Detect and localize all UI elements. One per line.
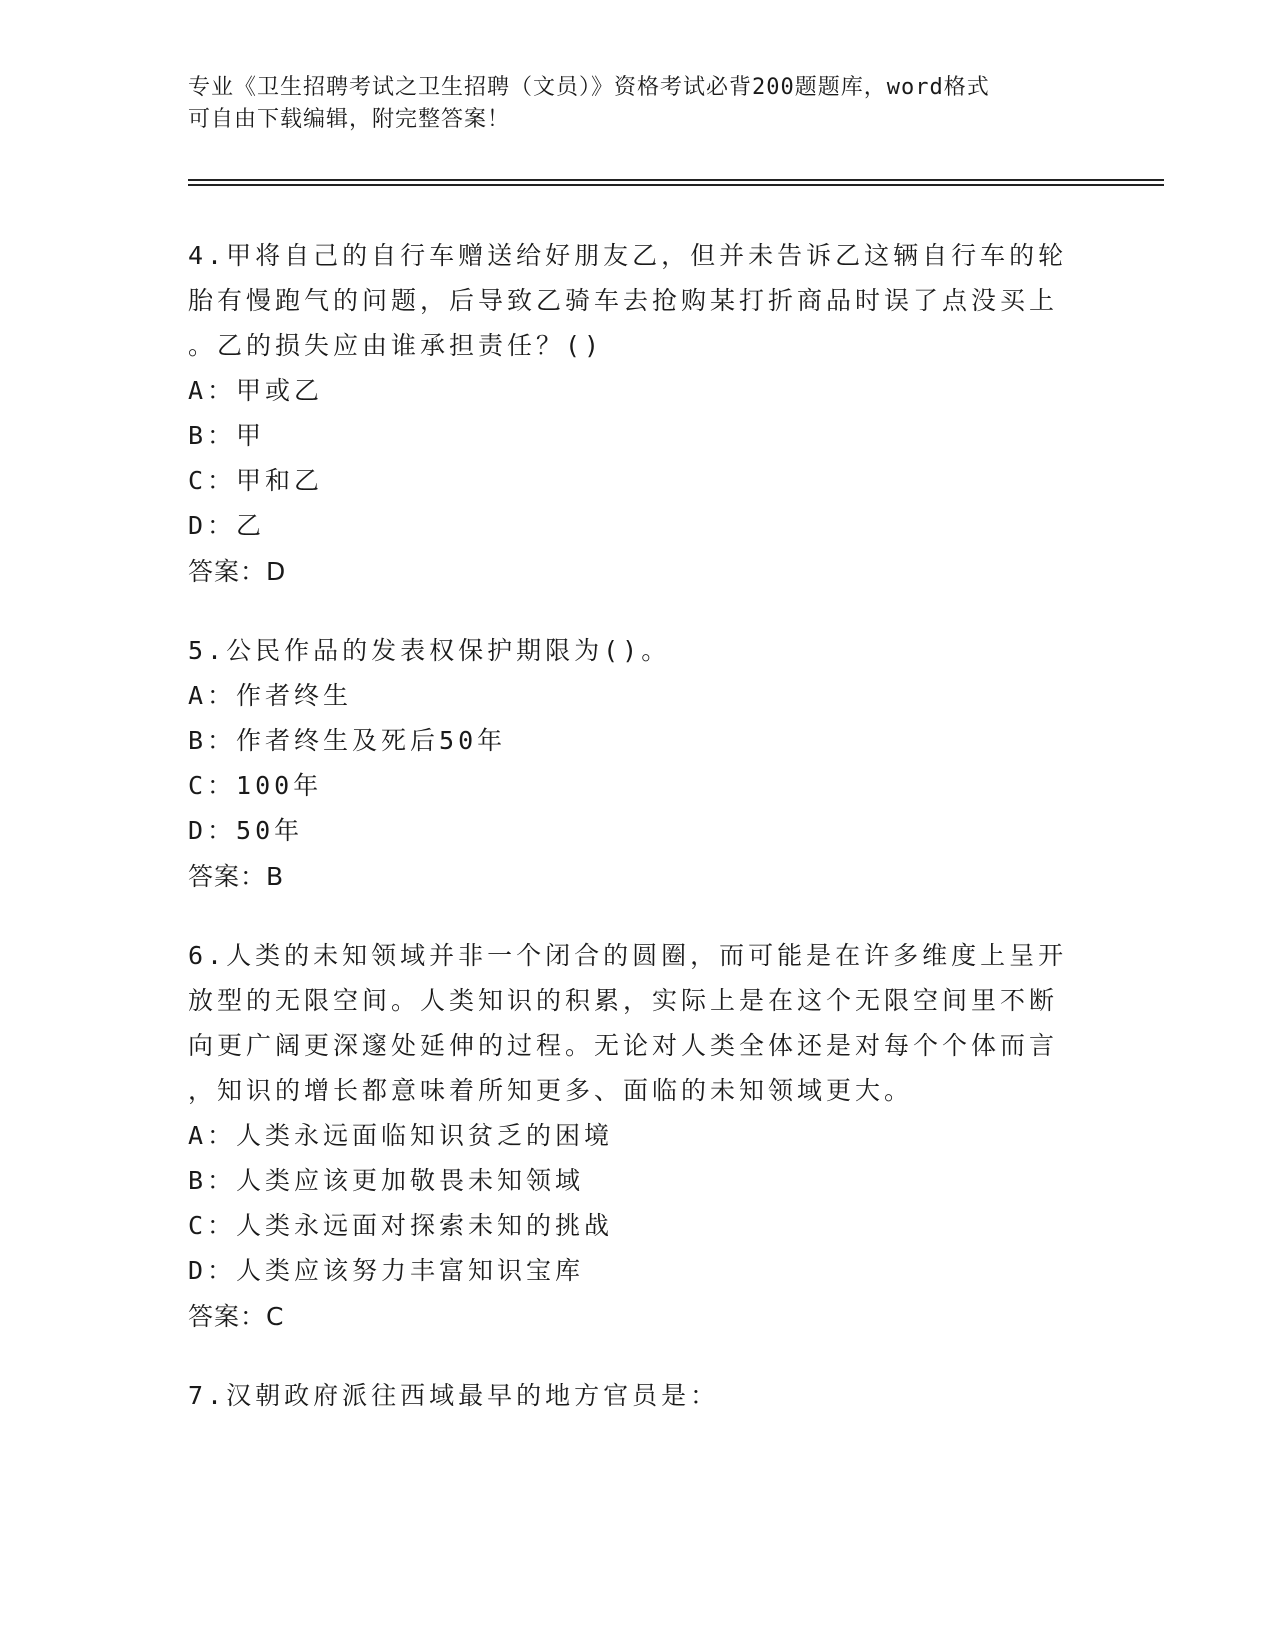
question-list (188, 233, 1068, 1450)
option-b: B：人类应该更加敬畏未知领域 (188, 1166, 585, 1195)
question-4 (188, 233, 1068, 596)
option-b: B：作者终生及死后50年 (188, 726, 507, 755)
question-text (188, 1373, 1068, 1418)
option-b: B：甲 (188, 421, 266, 450)
option-d: D：50年 (188, 816, 304, 845)
option-c: C：甲和乙 (188, 466, 324, 495)
question-7 (188, 1373, 1068, 1418)
option-a: A：甲或乙 (188, 376, 324, 405)
question-line: 7.汉朝政府派往西域最早的地方官员是： (188, 1381, 720, 1410)
question-line: 放型的无限空间。人类知识的积累，实际上是在这个无限空间里不断 (188, 986, 1059, 1015)
header-line-1: 专业《卫生招聘考试之卫生招聘（文员）》资格考试必背200题题库，word格式 (188, 75, 990, 100)
header-rule-top (188, 179, 1164, 181)
question-line: ，知识的增长都意味着所知更多、面临的未知领域更大。 (188, 1076, 914, 1105)
header-line-2: 可自由下载编辑，附完整答案！ (188, 107, 511, 132)
question-line: 。乙的损失应由谁承担责任？() (188, 331, 604, 360)
option-a: A：人类永远面临知识贫乏的困境 (188, 1121, 614, 1150)
option-d: D：人类应该努力丰富知识宝库 (188, 1256, 585, 1285)
answer: 答案：D (188, 557, 287, 586)
option-a: A：作者终生 (188, 681, 353, 710)
question-line: 6.人类的未知领域并非一个闭合的圆圈，而可能是在许多维度上呈开 (188, 941, 1068, 970)
answer: 答案：C (188, 1302, 285, 1331)
document-header (188, 72, 1068, 136)
question-line: 胎有慢跑气的问题，后导致乙骑车去抢购某打折商品时误了点没买上 (188, 286, 1059, 315)
question-line: 向更广阔更深邃处延伸的过程。无论对人类全体还是对每个个体而言 (188, 1031, 1059, 1060)
question-line: 4.甲将自己的自行车赠送给好朋友乙，但并未告诉乙这辆自行车的轮 (188, 241, 1068, 270)
question-line: 5.公民作品的发表权保护期限为()。 (188, 636, 671, 665)
question-text (188, 233, 1068, 368)
option-c: C：100年 (188, 771, 323, 800)
question-text (188, 628, 1068, 673)
option-d: D：乙 (188, 511, 266, 540)
question-5 (188, 628, 1068, 901)
question-6 (188, 933, 1068, 1341)
question-text (188, 933, 1068, 1113)
answer: 答案：B (188, 862, 285, 891)
option-c: C：人类永远面对探索未知的挑战 (188, 1211, 614, 1240)
header-rule-bottom (188, 184, 1164, 186)
